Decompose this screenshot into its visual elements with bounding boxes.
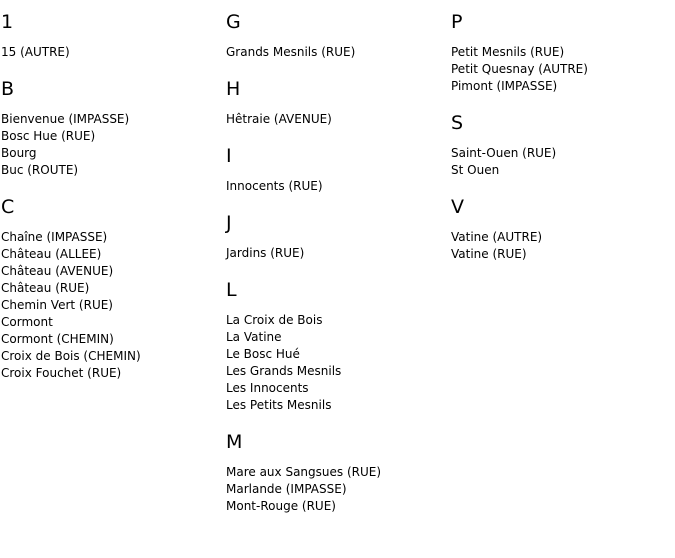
letter-heading: 1 [1, 11, 14, 33]
street-list [226, 111, 446, 128]
street-item[interactable]: Innocents (RUE) [226, 179, 323, 193]
street-item[interactable]: Hêtraie (AVENUE) [226, 112, 332, 126]
index-column-1 [1, 10, 221, 398]
letter-group-i [226, 144, 446, 195]
street-list [226, 44, 446, 61]
letter-group-j [226, 211, 446, 262]
street-list [451, 145, 671, 179]
index-column-2 [226, 10, 446, 531]
letter-heading: P [451, 11, 463, 33]
street-item[interactable]: Les Petits Mesnils [226, 398, 332, 412]
street-list [226, 178, 446, 195]
letter-group-s [451, 111, 671, 179]
street-item[interactable]: Bienvenue (IMPASSE) [1, 112, 130, 126]
street-item[interactable]: St Ouen [451, 163, 500, 177]
street-item[interactable]: Croix Fouchet (RUE) [1, 366, 122, 380]
street-item[interactable]: Buc (ROUTE) [1, 163, 79, 177]
letter-heading: B [1, 78, 15, 100]
street-list [1, 229, 221, 382]
street-list [226, 245, 446, 262]
street-item[interactable]: Vatine (RUE) [451, 247, 527, 261]
letter-group-c [1, 195, 221, 382]
street-item[interactable]: Château (AVENUE) [1, 264, 114, 278]
index-column-3 [451, 10, 671, 279]
street-item[interactable]: Vatine (AUTRE) [451, 230, 543, 244]
letter-group-g [226, 10, 446, 61]
letter-group-h [226, 77, 446, 128]
street-list [1, 111, 221, 179]
letter-heading: L [226, 279, 237, 301]
letter-group-1 [1, 10, 221, 61]
street-item[interactable]: Cormont [1, 315, 53, 329]
street-list [1, 44, 221, 61]
letter-group-p [451, 10, 671, 95]
letter-group-m [226, 430, 446, 515]
street-item[interactable]: Chemin Vert (RUE) [1, 298, 113, 312]
street-item[interactable]: Marlande (IMPASSE) [226, 482, 347, 496]
street-item[interactable]: 15 (AUTRE) [1, 45, 70, 59]
street-item[interactable]: La Vatine [226, 330, 282, 344]
street-item[interactable]: Chaîne (IMPASSE) [1, 230, 108, 244]
letter-heading: I [226, 145, 232, 167]
street-item[interactable]: Jardins (RUE) [226, 246, 305, 260]
street-list [226, 312, 446, 414]
letter-heading: C [1, 196, 15, 218]
street-item[interactable]: Cormont (CHEMIN) [1, 332, 114, 346]
street-item[interactable]: Château (RUE) [1, 281, 90, 295]
street-item[interactable]: Saint-Ouen (RUE) [451, 146, 557, 160]
street-item[interactable]: Mont-Rouge (RUE) [226, 499, 336, 513]
letter-heading: J [226, 212, 232, 234]
letter-group-b [1, 77, 221, 179]
letter-heading: S [451, 112, 464, 134]
street-item[interactable]: Grands Mesnils (RUE) [226, 45, 356, 59]
letter-heading: V [451, 196, 464, 218]
street-item[interactable]: La Croix de Bois [226, 313, 323, 327]
street-item[interactable]: Mare aux Sangsues (RUE) [226, 465, 382, 479]
letter-heading: G [226, 11, 241, 33]
street-list [451, 229, 671, 263]
letter-heading: H [226, 78, 241, 100]
street-item[interactable]: Petit Quesnay (AUTRE) [451, 62, 588, 76]
letter-group-v [451, 195, 671, 263]
street-list [451, 44, 671, 95]
street-item[interactable]: Petit Mesnils (RUE) [451, 45, 565, 59]
letter-group-l [226, 278, 446, 414]
street-list [226, 464, 446, 515]
street-item[interactable]: Pimont (IMPASSE) [451, 79, 558, 93]
street-item[interactable]: Château (ALLEE) [1, 247, 102, 261]
street-item[interactable]: Le Bosc Hué [226, 347, 300, 361]
street-item[interactable]: Les Innocents [226, 381, 309, 395]
street-item[interactable]: Les Grands Mesnils [226, 364, 342, 378]
street-item[interactable]: Croix de Bois (CHEMIN) [1, 349, 141, 363]
letter-heading: M [226, 431, 243, 453]
street-item[interactable]: Bosc Hue (RUE) [1, 129, 96, 143]
street-item[interactable]: Bourg [1, 146, 37, 160]
